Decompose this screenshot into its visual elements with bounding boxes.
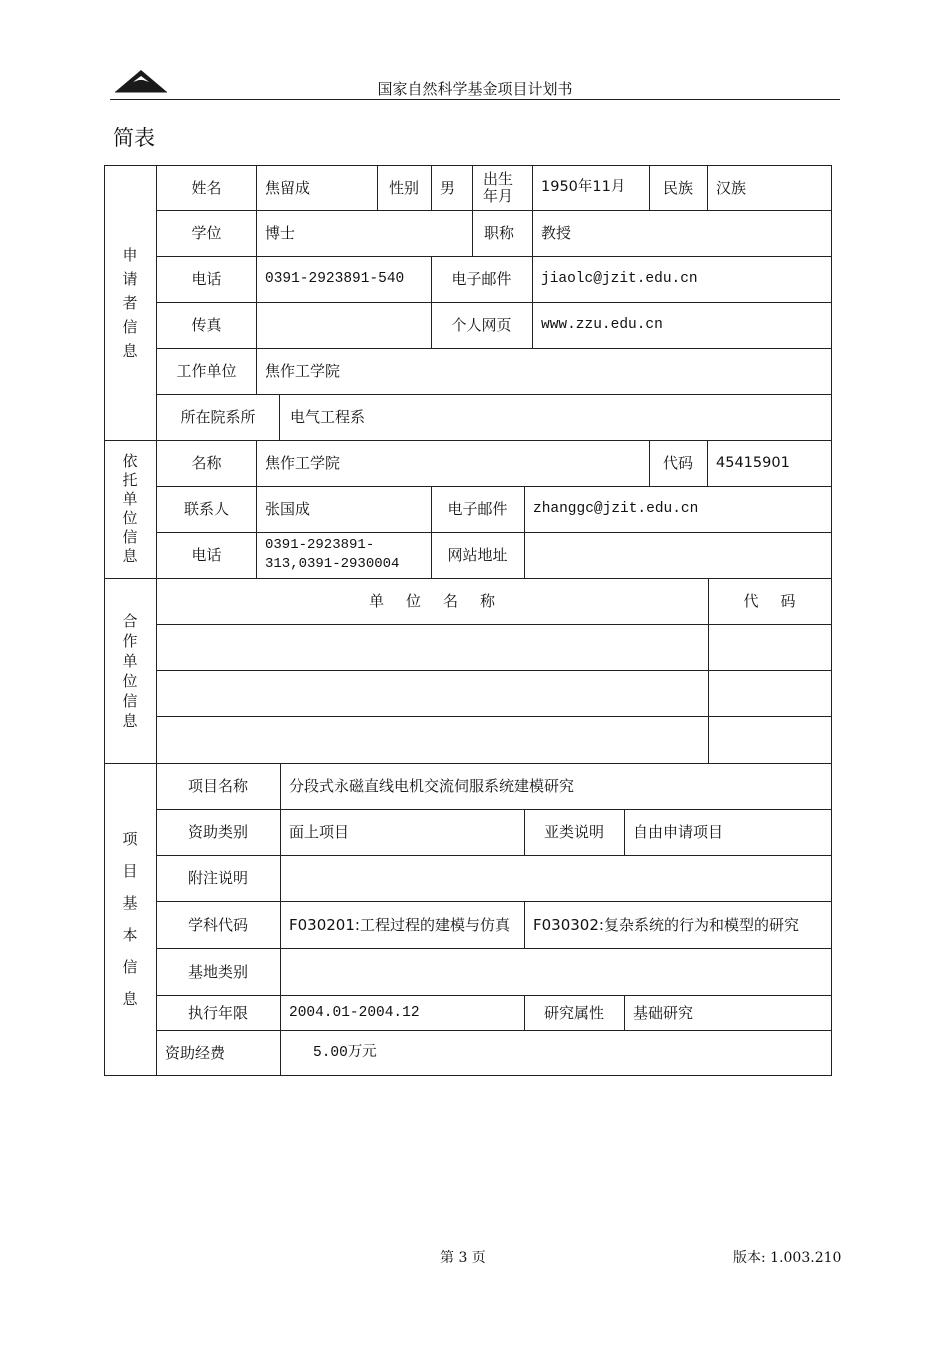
employer-value: 焦作工学院 xyxy=(265,362,341,380)
partner-name-header: 单位名称 xyxy=(368,592,517,610)
note-value xyxy=(280,855,831,901)
gender-label: 性别 xyxy=(388,178,419,197)
group-label-char: 信 xyxy=(122,958,138,976)
group-label-char: 单 xyxy=(122,490,138,508)
title-value: 教授 xyxy=(541,224,572,242)
host-code-label: 代码 xyxy=(662,454,693,472)
research-type-label: 研究属性 xyxy=(543,1003,604,1022)
version-label: 版本: 1.003.210 xyxy=(733,1250,842,1266)
page-number: 第 3 页 xyxy=(440,1250,486,1266)
email-label: 电子邮件 xyxy=(451,270,512,288)
group-label-char: 本 xyxy=(122,926,138,944)
group-label-char: 息 xyxy=(122,547,138,565)
subtype-value: 自由申请项目 xyxy=(633,823,724,841)
group-label-char: 息 xyxy=(122,711,138,730)
fax-value xyxy=(256,302,431,348)
partner-row-name xyxy=(156,716,708,763)
host-contact-value: 张国成 xyxy=(265,500,311,518)
ethnicity-label: 民族 xyxy=(662,178,693,197)
subtype-label: 亚类说明 xyxy=(543,823,604,841)
group-label-char: 息 xyxy=(122,990,138,1008)
funding-label: 资助经费 xyxy=(165,1043,226,1062)
partner-code-header: 代码 xyxy=(743,592,818,610)
group-label-char: 单 xyxy=(122,651,138,670)
group-label-char: 申 xyxy=(122,245,138,264)
project-name-value: 分段式永磁直线电机交流伺服系统建模研究 xyxy=(289,777,575,795)
group-label-char: 托 xyxy=(122,471,138,489)
phone-label: 电话 xyxy=(191,270,222,288)
department-value: 电气工程系 xyxy=(290,408,366,426)
birth-value: 1950年11月 xyxy=(541,179,626,195)
document-header xyxy=(110,80,840,100)
name-value: 焦留成 xyxy=(265,178,311,197)
group-label-char: 信 xyxy=(122,528,138,546)
degree-label: 学位 xyxy=(191,224,222,242)
host-name-value: 焦作工学院 xyxy=(265,454,341,472)
birth-label: 出生年月 xyxy=(482,169,513,205)
group-label-char: 位 xyxy=(122,671,138,690)
email-value: jiaolc@jzit.edu.cn xyxy=(541,271,698,287)
host-contact-label: 联系人 xyxy=(183,500,229,518)
project-name-label: 项目名称 xyxy=(187,777,248,795)
host-group-label xyxy=(104,440,156,578)
host-website-value xyxy=(524,532,831,578)
period-value: 2004.01-2004.12 xyxy=(289,1004,420,1021)
table-border-bottom xyxy=(104,1075,832,1076)
research-type-value: 基础研究 xyxy=(633,1003,694,1022)
base-type-label: 基地类别 xyxy=(187,962,248,981)
title-label: 职称 xyxy=(483,224,514,242)
applicant-group-label xyxy=(104,165,156,440)
group-label-char: 信 xyxy=(122,691,138,710)
funding-type-value: 面上项目 xyxy=(289,823,350,841)
base-type-value xyxy=(280,948,831,995)
name-label: 姓名 xyxy=(191,178,222,197)
gender-value: 男 xyxy=(440,178,456,197)
group-label-char: 位 xyxy=(122,509,138,527)
host-name-label: 名称 xyxy=(191,454,222,472)
host-website-label: 网站地址 xyxy=(447,546,508,564)
host-email-value: zhanggc@jzit.edu.cn xyxy=(533,501,699,517)
host-code-value: 45415901 xyxy=(716,454,790,471)
group-label-char: 者 xyxy=(122,293,138,312)
section-title: 简表 xyxy=(113,126,155,150)
document-title: 国家自然科学基金项目计划书 xyxy=(377,80,573,98)
partners-group-label xyxy=(104,578,156,763)
group-label-char: 合 xyxy=(122,611,138,630)
group-label-char: 息 xyxy=(122,341,138,360)
ethnicity-value: 汉族 xyxy=(716,178,747,197)
partner-row-name xyxy=(156,670,708,716)
host-phone-value: 0391-2923891-313,0391-2930004 xyxy=(265,537,400,572)
discipline-2-value: F030302:复杂系统的行为和模型的研究 xyxy=(533,915,799,934)
phone-value: 0391-2923891-540 xyxy=(265,271,405,287)
discipline-1-value: F030201:工程过程的建模与仿真 xyxy=(289,915,510,934)
host-email-label: 电子邮件 xyxy=(447,500,508,518)
partner-row-code xyxy=(708,624,831,670)
homepage-value: www.zzu.edu.cn xyxy=(541,317,663,333)
host-phone-label: 电话 xyxy=(191,546,222,564)
department-label: 所在院系所 xyxy=(180,408,256,426)
group-label-char: 依 xyxy=(122,452,138,470)
note-label: 附注说明 xyxy=(187,869,248,887)
funding-value: 5.00万元 xyxy=(313,1044,377,1061)
project-group-label xyxy=(104,763,156,1075)
discipline-label: 学科代码 xyxy=(187,915,248,934)
funding-type-label: 资助类别 xyxy=(187,823,248,841)
group-label-char: 项 xyxy=(122,830,138,848)
group-label-char: 基 xyxy=(122,894,138,912)
homepage-label: 个人网页 xyxy=(451,316,512,334)
fax-label: 传真 xyxy=(191,316,222,334)
degree-value: 博士 xyxy=(265,224,296,242)
partner-row-name xyxy=(156,624,708,670)
group-label-char: 作 xyxy=(122,631,138,650)
group-label-char: 信 xyxy=(122,317,138,336)
partner-row-code xyxy=(708,670,831,716)
period-label: 执行年限 xyxy=(187,1003,248,1022)
group-label-char: 目 xyxy=(122,862,138,880)
partner-row-code xyxy=(708,716,831,763)
employer-label: 工作单位 xyxy=(176,362,237,380)
group-label-char: 请 xyxy=(122,269,138,288)
